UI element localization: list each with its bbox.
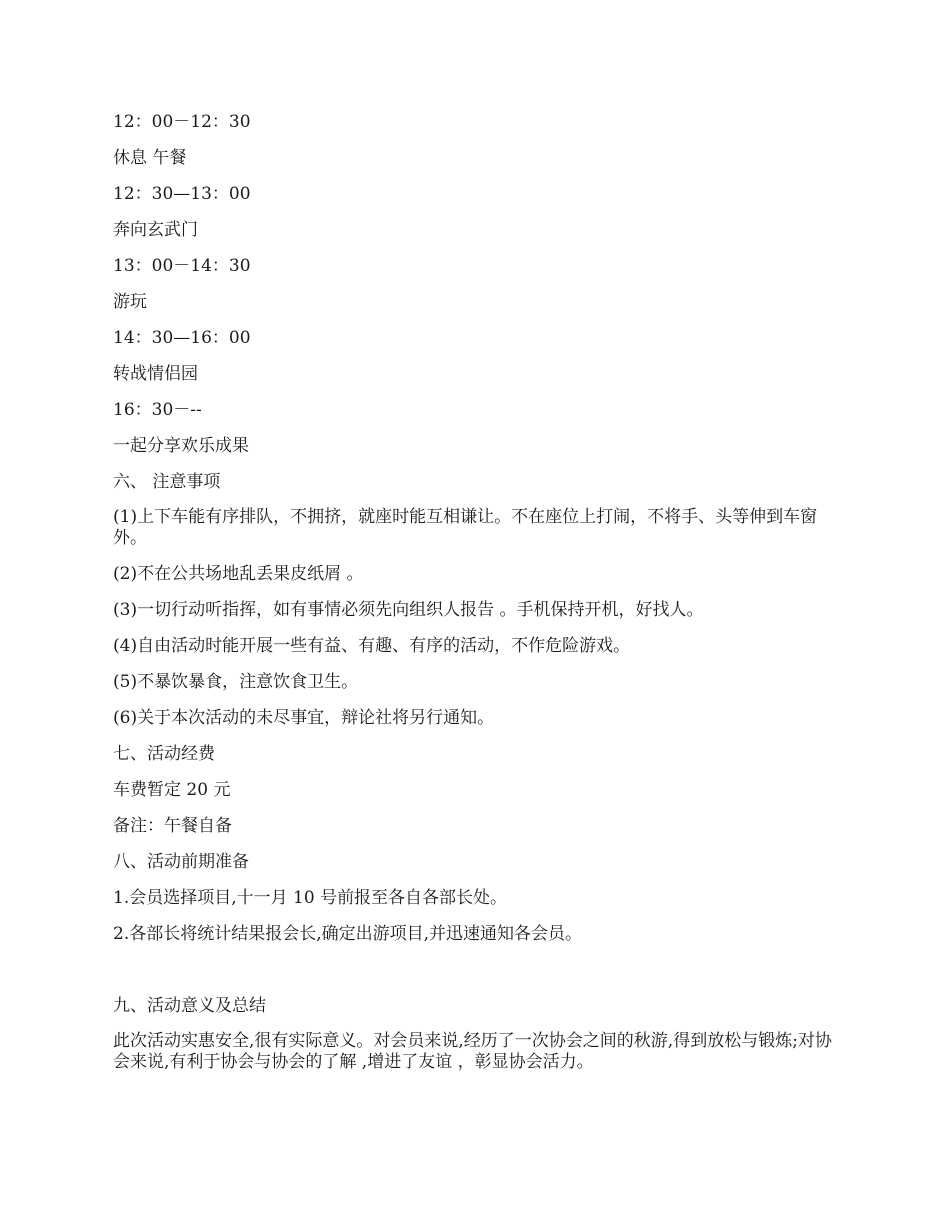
note-item-4: (4)自由活动时能开展一些有益、有趣、有序的活动，不作危险游戏。: [113, 636, 631, 656]
schedule-activity-1: 休息 午餐: [113, 148, 187, 168]
schedule-time-3: 13：00－14：30: [113, 256, 251, 276]
schedule-time-1: 12：00－12：30: [113, 112, 251, 132]
note-item-5: (5)不暴饮暴食，注意饮食卫生。: [113, 672, 359, 692]
schedule-activity-4: 转战情侣园: [113, 364, 198, 384]
document-page: [113, 111, 838, 1087]
budget-fare: 车费暂定 20 元: [113, 780, 231, 800]
schedule-time-2: 12：30—13：00: [113, 184, 251, 204]
prep-item-1: 1.会员选择项目,十一月 10 号前报至各自各部长处。: [113, 888, 508, 908]
schedule-activity-5: 一起分享欢乐成果: [113, 436, 249, 456]
note-item-3: (3)一切行动听指挥，如有事情必须先向组织人报告 。手机保持开机，好找人。: [113, 600, 704, 620]
notes-heading: 六、 注意事项: [113, 472, 221, 492]
summary-heading: 九、活动意义及总结: [113, 996, 266, 1016]
schedule-time-4: 14：30—16：00: [113, 328, 251, 348]
budget-remark: 备注：午餐自备: [113, 816, 232, 836]
schedule-activity-3: 游玩: [113, 292, 147, 312]
prep-item-2: 2.各部长将统计结果报会长,确定出游项目,并迅速通知各会员。: [113, 924, 583, 944]
budget-heading: 七、活动经费: [113, 744, 215, 764]
schedule-activity-2: 奔向玄武门: [113, 220, 198, 240]
note-item-1: (1)上下车能有序排队，不拥挤，就座时能互相谦让。不在座位上打闹，不将手、头等伸到车窗外。: [113, 507, 818, 548]
summary-text: 此次活动实惠安全,很有实际意义。对会员来说,经历了一次协会之间的秋游,得到放松与锻炼;对协会来说,有利于协会与协会的了解 ,增进了友谊 ，彰显协会活力。: [113, 1031, 832, 1072]
note-item-2: (2)不在公共场地乱丢果皮纸屑 。: [113, 564, 364, 584]
prep-heading: 八、活动前期准备: [113, 852, 249, 872]
schedule-time-5: 16：30－--: [113, 400, 202, 420]
note-item-6: (6)关于本次活动的未尽事宜，辩论社将另行通知。: [113, 708, 495, 728]
